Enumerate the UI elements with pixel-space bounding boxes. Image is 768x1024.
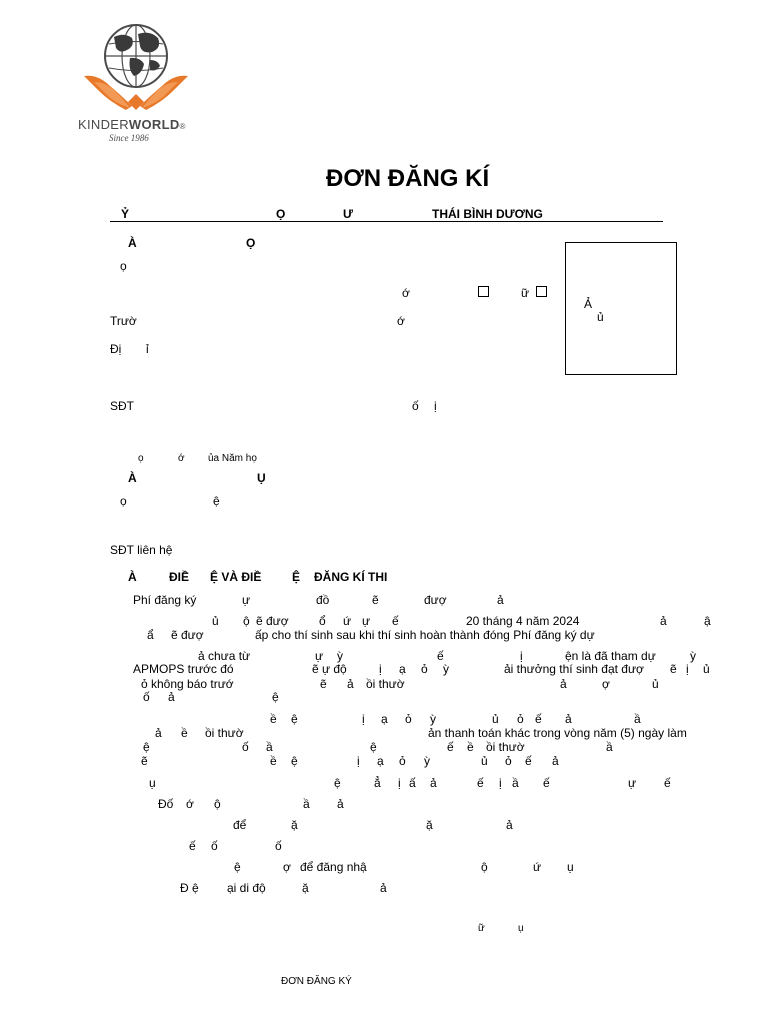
section2-note-c: ủa Năm họ xyxy=(208,453,257,464)
contact-phone-label: SĐT liên hệ xyxy=(110,543,173,557)
terms-text: ỏ xyxy=(421,662,428,676)
brand-bold: WORLD xyxy=(128,117,180,132)
terms-text: ệ xyxy=(291,754,298,768)
globe-hands-logo-icon xyxy=(80,24,192,114)
terms-text: ồi thườ xyxy=(366,677,405,691)
photo-box-line2: ủ xyxy=(597,310,604,324)
terms-text: ẽ xyxy=(670,662,677,676)
terms-text: ệ xyxy=(370,740,377,754)
terms-text: ẩ xyxy=(147,628,154,642)
gender-label-right: ữ xyxy=(521,286,530,300)
terms-text: ệ xyxy=(272,690,279,704)
terms-text: ả xyxy=(430,776,437,790)
terms-text: ế xyxy=(477,776,484,790)
terms-text: ố xyxy=(211,839,218,853)
address-label-a: Đị xyxy=(110,342,122,356)
section1-header-a: À xyxy=(128,236,137,250)
terms-text: ủ xyxy=(652,677,659,691)
terms-text: ạ xyxy=(399,662,406,676)
terms-text: ả xyxy=(565,712,572,726)
terms-text: ả xyxy=(660,614,667,628)
terms-text: ỳ xyxy=(430,712,436,726)
brand-light: KINDER xyxy=(78,117,129,132)
section3-header-b: ĐIỀ xyxy=(169,570,190,584)
terms-text: ị xyxy=(379,662,382,676)
terms-text: ị xyxy=(686,662,689,676)
terms-text: ủ xyxy=(481,754,488,768)
terms-text: ả chưa từ xyxy=(198,649,251,663)
terms-text: ự xyxy=(242,593,251,607)
school-label: Trườ xyxy=(110,314,137,328)
terms-text: ặ xyxy=(426,818,433,832)
terms-text: đượ xyxy=(424,593,447,607)
terms-text: ỏ xyxy=(505,754,512,768)
gender-checkbox-male[interactable] xyxy=(478,286,489,297)
terms-text: ố xyxy=(242,740,249,754)
terms-text: ế xyxy=(535,712,542,726)
terms-text: ầ xyxy=(634,712,641,726)
terms-text: ầ xyxy=(606,740,613,754)
terms-text: ỳ xyxy=(690,649,696,663)
section3-header-e: ĐĂNG KÍ THI xyxy=(314,570,388,584)
terms-text: ả xyxy=(168,690,175,704)
terms-text: ỳ xyxy=(443,662,449,676)
terms-text: ẽ đượ xyxy=(171,628,204,642)
section2-note-b: ớ xyxy=(178,453,185,464)
terms-text: ấp cho thí sinh sau khi thí sinh hoàn thành đóng Phí đăng ký dự xyxy=(255,628,595,642)
terms-text: ụ xyxy=(567,860,574,874)
terms-text: ị xyxy=(499,776,502,790)
terms-text: ị xyxy=(520,649,523,663)
terms-text: ỏ không báo trướ xyxy=(141,677,234,691)
terms-text: ẽ đượ xyxy=(256,614,289,628)
photo-box xyxy=(565,242,677,375)
terms-text: ế xyxy=(543,776,550,790)
terms-text: ế xyxy=(664,776,671,790)
terms-text: ứ xyxy=(533,860,542,874)
section2-row-b: ệ xyxy=(213,494,220,508)
terms-text: đồ xyxy=(316,593,330,607)
terms-text: ẽ xyxy=(320,677,327,691)
page-title: ĐƠN ĐĂNG KÍ xyxy=(326,165,490,192)
section2-header-b: Ụ xyxy=(257,471,266,485)
terms-text: ện là đã tham dự xyxy=(565,649,656,663)
terms-text: ụ xyxy=(149,776,156,790)
terms-text: ố xyxy=(143,690,150,704)
terms-text: ế xyxy=(525,754,532,768)
terms-text: ẽ xyxy=(141,754,148,768)
terms-text: ẳ xyxy=(374,776,381,790)
terms-text: ỳ xyxy=(337,649,343,663)
terms-text: ải thưởng thí sinh đạt đượ xyxy=(504,662,644,676)
terms-text: để xyxy=(233,818,247,832)
terms-text: ế xyxy=(189,839,196,853)
terms-text: để đăng nhậ xyxy=(300,860,367,874)
terms-text: ả xyxy=(347,677,354,691)
terms-text: ị xyxy=(357,754,360,768)
gender-label-left: ớ xyxy=(402,286,410,300)
terms-text: ẽ ự độ xyxy=(312,662,347,676)
terms-text: ộ xyxy=(243,614,250,628)
name-label: ọ xyxy=(120,259,127,273)
terms-text: ả xyxy=(552,754,559,768)
terms-text: ế xyxy=(437,649,444,663)
terms-text: ả xyxy=(497,593,504,607)
terms-text: ề xyxy=(270,712,277,726)
school-right-label: ớ xyxy=(397,314,405,328)
signature-label-b: ụ xyxy=(518,923,524,934)
terms-text: Đố xyxy=(158,797,174,811)
page-footer: ĐƠN ĐĂNG KÝ xyxy=(281,976,352,987)
terms-text: ỳ xyxy=(424,754,430,768)
terms-text: ặ xyxy=(291,818,298,832)
terms-text: Phí đăng ký xyxy=(133,593,197,607)
terms-text: ề xyxy=(467,740,474,754)
terms-text: ề xyxy=(270,754,277,768)
terms-text: ế xyxy=(392,614,399,628)
terms-text: ộ xyxy=(481,860,488,874)
terms-text: Đ ệ xyxy=(180,881,199,895)
terms-text: ồi thườ xyxy=(486,740,525,754)
address-label-b: ỉ xyxy=(146,342,149,356)
brand-wordmark xyxy=(78,117,186,132)
subtitle-underline xyxy=(110,221,663,222)
terms-text: ệ xyxy=(291,712,298,726)
terms-text: ố xyxy=(275,839,282,853)
phone-right-b: ị xyxy=(434,399,437,413)
terms-text: ứ xyxy=(343,614,352,628)
section3-header-c: Ệ VÀ ĐIỀ xyxy=(210,570,262,584)
terms-text: ạ xyxy=(381,712,388,726)
photo-box-line1: Ả xyxy=(584,297,593,311)
subtitle-part1: Ỷ xyxy=(121,207,130,221)
terms-text: ị xyxy=(362,712,365,726)
section3-header-a: À xyxy=(128,570,137,584)
logo xyxy=(76,24,196,144)
terms-text: ệ xyxy=(334,776,341,790)
terms-text: ả xyxy=(560,677,567,691)
signature-label-a: ữ xyxy=(478,923,485,934)
section1-header-b: Ọ xyxy=(246,236,256,250)
terms-text: ầ xyxy=(303,797,310,811)
terms-text: ại di độ xyxy=(227,881,266,895)
terms-text: ổ xyxy=(319,614,326,628)
terms-text: ả xyxy=(337,797,344,811)
terms-text: ấ xyxy=(409,776,416,790)
phone-label: SĐT xyxy=(110,399,134,413)
section2-row-a: ọ xyxy=(120,494,127,508)
terms-text: ợ xyxy=(283,860,291,874)
terms-text: ầ xyxy=(266,740,273,754)
terms-text: ản thanh toán khác trong vòng năm (5) ngày làm xyxy=(428,726,687,740)
terms-text: ệ xyxy=(143,740,150,754)
terms-text: ủ xyxy=(703,662,710,676)
subtitle-part4: THÁI BÌNH DƯƠNG xyxy=(432,207,543,221)
terms-text: ủ xyxy=(492,712,499,726)
section2-note-a: ọ xyxy=(138,453,144,464)
terms-text: ỏ xyxy=(399,754,406,768)
terms-text: ả xyxy=(380,881,387,895)
section3-header-d: Ệ xyxy=(292,570,301,584)
gender-checkbox-female[interactable] xyxy=(536,286,547,297)
terms-text: APMOPS trước đó xyxy=(133,662,234,676)
terms-text: ậ xyxy=(704,614,711,628)
terms-text: 20 tháng 4 năm 2024 xyxy=(466,614,580,628)
terms-text: ự xyxy=(628,776,637,790)
subtitle-part2: Ọ xyxy=(276,207,286,221)
terms-text: ạ xyxy=(377,754,384,768)
terms-text: ệ xyxy=(234,860,241,874)
brand-since: Since 1986 xyxy=(109,133,149,143)
terms-text: ự xyxy=(362,614,371,628)
terms-text: ỏ xyxy=(405,712,412,726)
terms-text: ự xyxy=(315,649,324,663)
terms-text: ồi thườ xyxy=(205,726,244,740)
terms-text: ớ xyxy=(186,797,194,811)
terms-text: ợ xyxy=(602,677,610,691)
terms-text: ề xyxy=(181,726,188,740)
terms-text: ế xyxy=(447,740,454,754)
terms-text: ỏ xyxy=(517,712,524,726)
terms-text: ầ xyxy=(512,776,519,790)
subtitle-part3: Ư xyxy=(343,207,353,221)
terms-text: ị xyxy=(398,776,401,790)
terms-text: ẽ xyxy=(372,593,379,607)
brand-registered: ® xyxy=(179,122,186,131)
terms-text: ặ xyxy=(302,881,309,895)
phone-right-a: ố xyxy=(412,399,419,413)
section2-header-a: À xyxy=(128,471,137,485)
terms-text: ả xyxy=(506,818,513,832)
terms-text: ả xyxy=(155,726,162,740)
terms-text: ủ xyxy=(212,614,219,628)
terms-text: ộ xyxy=(214,797,221,811)
